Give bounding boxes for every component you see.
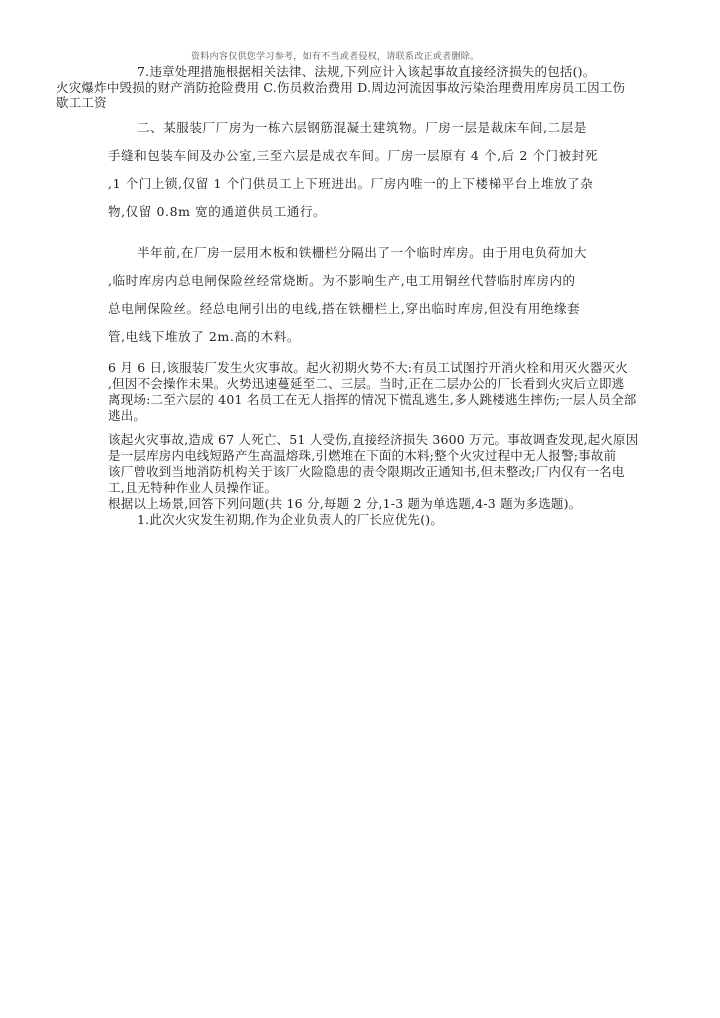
fire-event-paragraph-line: 6 月 6 日,该服装厂发生火灾事故。起火初期火势不大:有员工试图拧开消火栓和用灭火器灭火	[108, 360, 629, 375]
question-7-options: 火灾爆炸中毁损的财产消防抢险费用 C.伤员救治费用 D.周边河流因事故污染治理费用库房员工因工伤	[56, 80, 626, 95]
header-note: 资料内容仅供您学习参考，如有不当或者侵权，请联系改正或者删除。	[191, 52, 480, 62]
storage-paragraph-line: ,临时库房内总电闸保险丝经常烧断。为不影响生产,电工用铜丝代替临肘库房内的	[108, 273, 576, 288]
investigation-paragraph-line: 该厂曾收到当地消防机构关于该厂火险隐患的责令限期改正通知书,但未整改;厂内仅有一名电	[108, 464, 625, 479]
scenario-paragraph-line: ,1 个门上锁,仅留 1 个门供员工上下班进出。厂房内唯一的上下楼梯平台上堆放了杂	[108, 176, 594, 191]
scenario-paragraph-line: 手缝和包装车间及办公室,三至六层是成衣车间。厂房一层原有 4 个,后 2 个门被封死	[108, 148, 598, 163]
fire-event-paragraph-line: ,但因不会操作未果。火势迅速蔓延至二、三层。当时,正在二层办公的厂长看到火灾后立即逃	[108, 376, 625, 391]
storage-paragraph-line: 管,电线下堆放了 2m.高的木料。	[108, 329, 300, 344]
investigation-paragraph-line: 工,且无特种作业人员操作证。	[108, 480, 278, 495]
investigation-paragraph-line: 是一层库房内电线短路产生高温熔珠,引燃堆在下面的木料;整个火灾过程中无人报警;事故前	[108, 448, 617, 463]
question-1: 1.此次火灾发生初期,作为企业负责人的厂长应优先()。	[137, 512, 444, 527]
scenario-paragraph-line: 物,仅留 0.8m 宽的通道供员工通行。	[108, 204, 327, 219]
question-7-options-continued: 歇工工资	[56, 95, 107, 110]
investigation-paragraph-line: 该起火灾事故,造成 67 人死亡、51 人受伤,直接经济损失 3600 万元。事故调查发现,起火原因	[108, 432, 639, 447]
question-7-stem: 7.违章处理措施根据相关法律、法规,下列应计入该起事故直接经济损失的包括()。	[137, 64, 596, 79]
answer-instruction: 根据以上场景,回答下列问题(共 16 分,每题 2 分,1-3 题为单选题,4-3 题为多选题)。	[108, 496, 582, 511]
storage-paragraph-line: 半年前,在厂房一层用木板和铁栅栏分隔出了一个临时库房。由于用电负荷加大	[137, 245, 587, 260]
scenario-paragraph-line: 二、某服装厂厂房为一栋六层钢筋混凝土建筑物。厂房一层是裁床车间,二层是	[137, 120, 587, 135]
storage-paragraph-line: 总电闸保险丝。经总电闸引出的电线,搭在铁栅栏上,穿出临时库房,但没有用绝缘套	[108, 301, 581, 316]
fire-event-paragraph-line: 离现场:二至六层的 401 名员工在无人指挥的情况下慌乱逃生,多人跳楼逃生摔伤;一层人员全部	[108, 392, 637, 407]
fire-event-paragraph-line: 逃出。	[108, 408, 147, 423]
